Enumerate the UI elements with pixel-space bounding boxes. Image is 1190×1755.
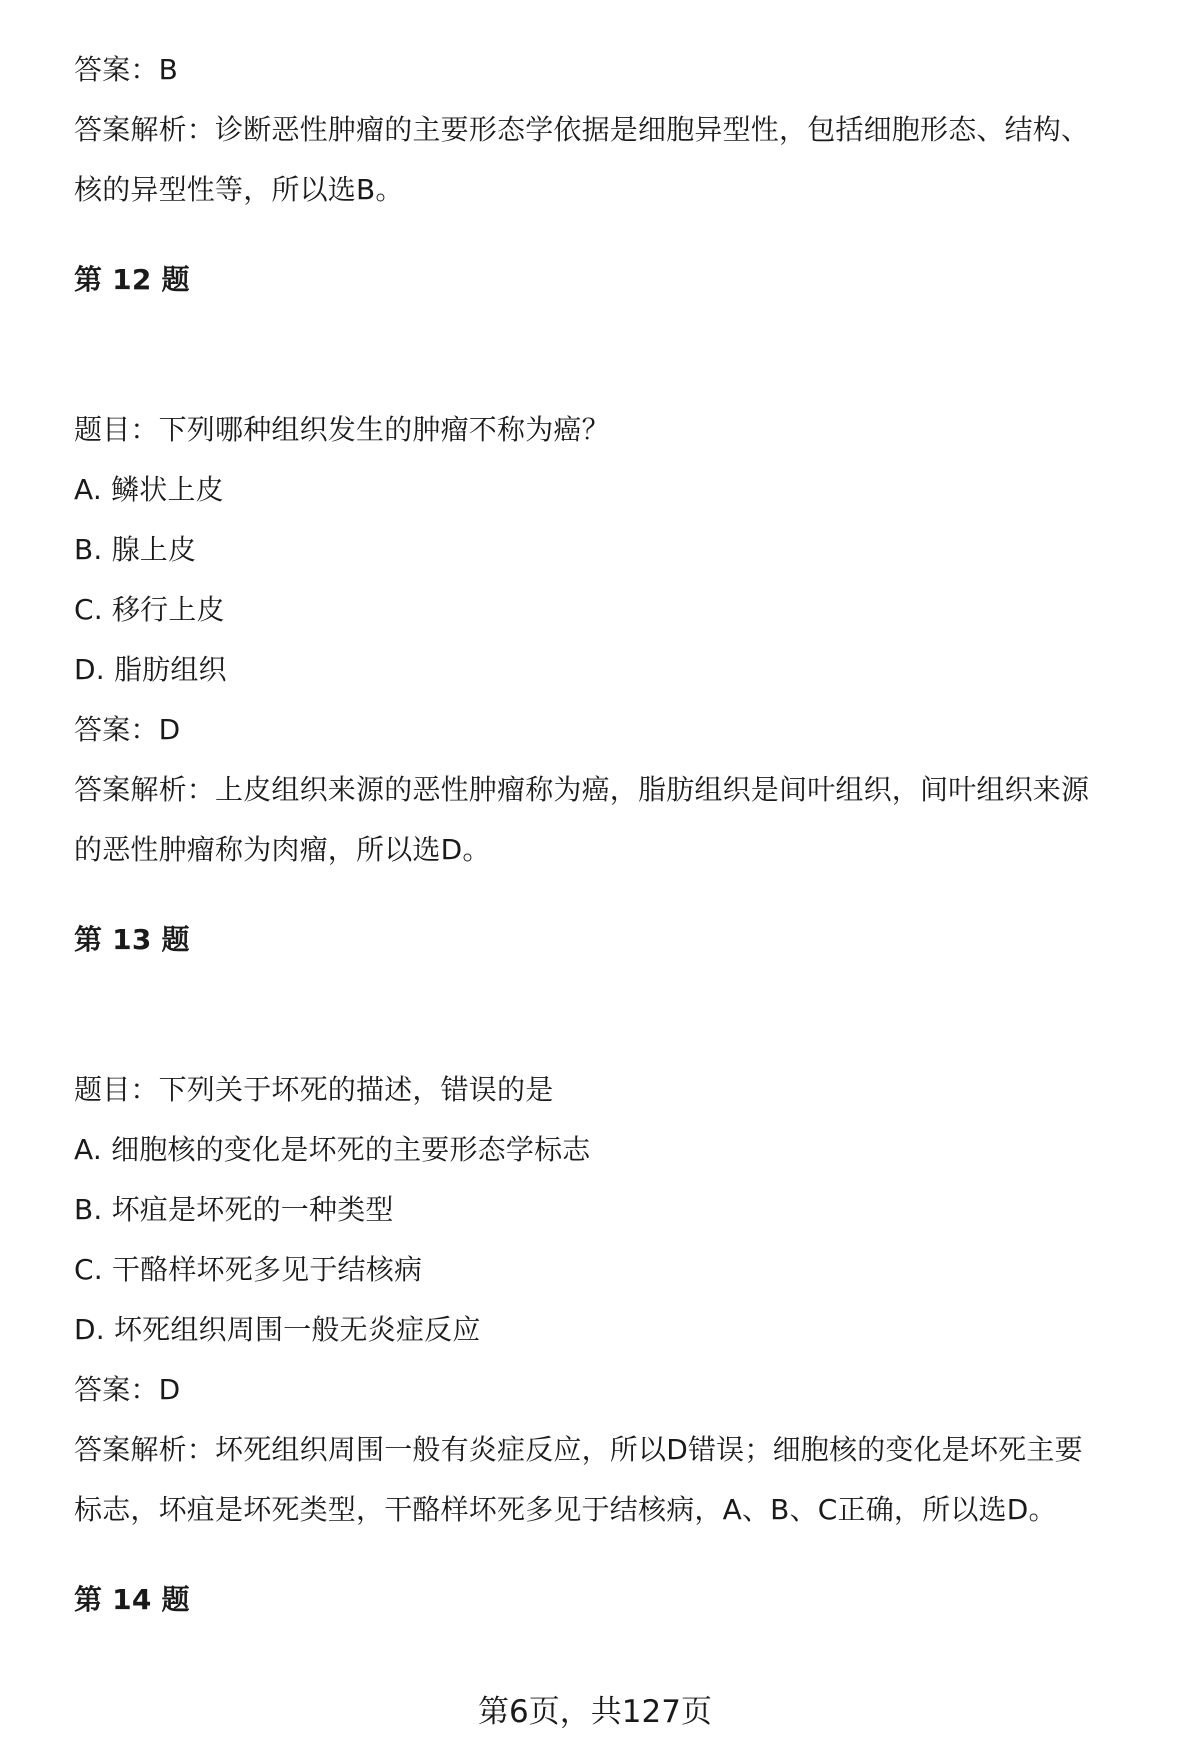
question-12-option-a: A. 鳞状上皮 [74, 473, 224, 506]
question-13-option-a: A. 细胞核的变化是坏死的主要形态学标志 [74, 1133, 591, 1166]
question-13-heading: 第 13 题 [74, 923, 190, 956]
question-12-analysis-line-2: 的恶性肿瘤称为肉瘤，所以选D。 [74, 833, 491, 866]
question-12-option-b: B. 腺上皮 [74, 533, 197, 566]
page-number-footer: 第6页，共127页 [478, 1694, 712, 1730]
question-13-stem: 题目：下列关于坏死的描述，错误的是 [74, 1073, 554, 1106]
question-12-heading: 第 12 题 [74, 263, 190, 296]
prev-answer: 答案：B [74, 53, 179, 86]
question-12-answer: 答案：D [74, 713, 181, 746]
question-13-analysis-line-1: 答案解析：坏死组织周围一般有炎症反应，所以D错误；细胞核的变化是坏死主要 [74, 1433, 1083, 1466]
question-12-analysis-line-1: 答案解析：上皮组织来源的恶性肿瘤称为癌，脂肪组织是间叶组织，间叶组织来源 [74, 773, 1090, 806]
question-13-option-c: C. 干酪样坏死多见于结核病 [74, 1253, 423, 1286]
question-13-option-b: B. 坏疽是坏死的一种类型 [74, 1193, 394, 1226]
question-12-stem: 题目：下列哪种组织发生的肿瘤不称为癌？ [74, 413, 610, 446]
prev-analysis-line-2: 核的异型性等，所以选B。 [74, 173, 404, 206]
question-13-analysis-line-2: 标志，坏疽是坏死类型，干酪样坏死多见于结核病，A、B、C正确，所以选D。 [74, 1493, 1057, 1526]
question-12-option-d: D. 脂肪组织 [74, 653, 227, 686]
question-12-option-c: C. 移行上皮 [74, 593, 225, 626]
question-13-answer: 答案：D [74, 1373, 181, 1406]
question-13-option-d: D. 坏死组织周围一般无炎症反应 [74, 1313, 481, 1346]
prev-analysis-line-1: 答案解析：诊断恶性肿瘤的主要形态学依据是细胞异型性，包括细胞形态、结构、 [74, 113, 1090, 146]
question-14-heading: 第 14 题 [74, 1583, 190, 1616]
